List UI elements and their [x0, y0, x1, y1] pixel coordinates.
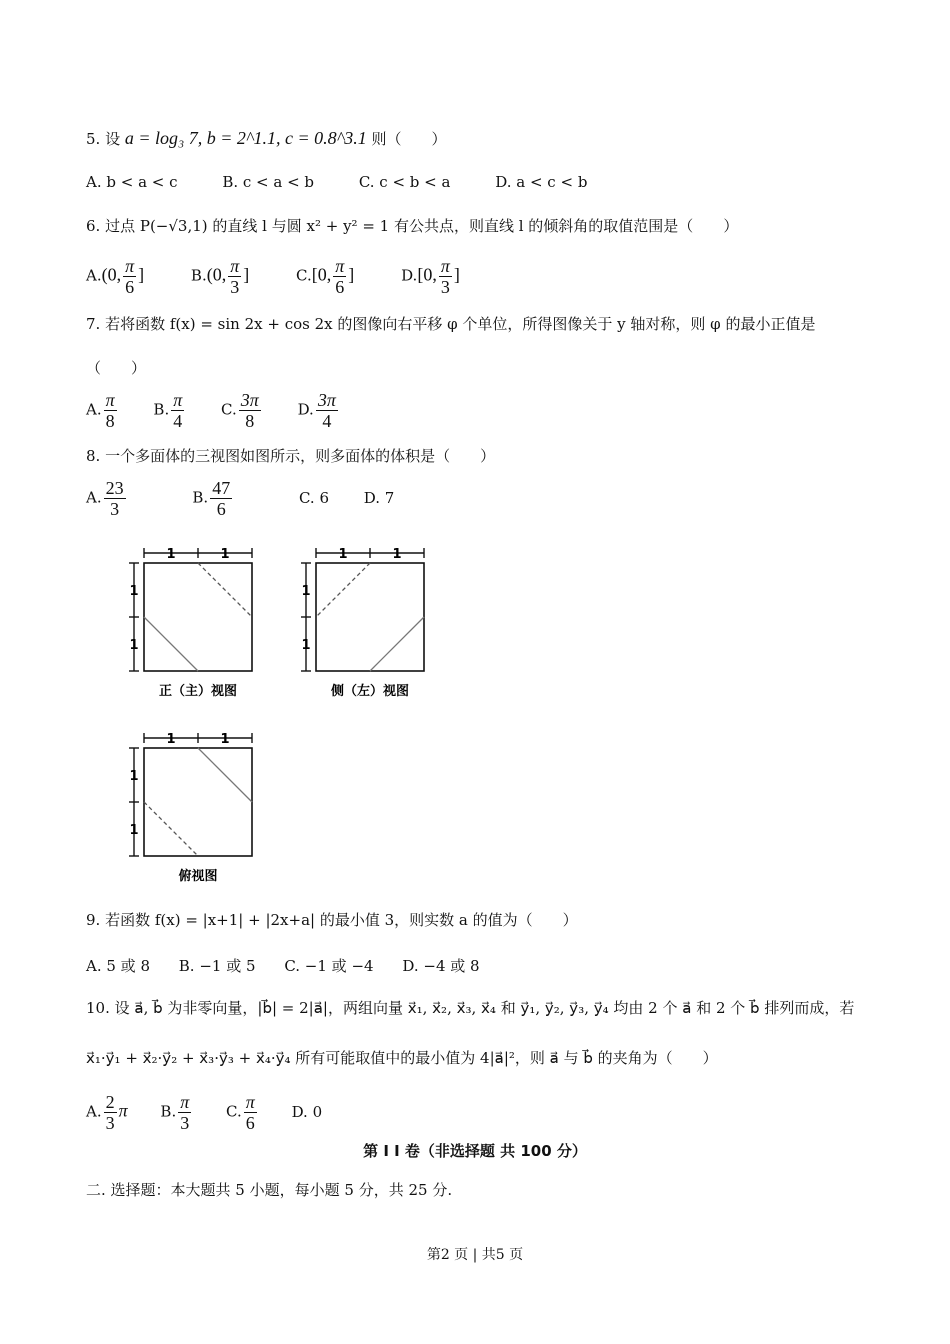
q7-c-label: C. [221, 400, 237, 419]
q8-option-b [192, 478, 234, 519]
q7-options [86, 390, 380, 431]
q10-a-tail: π [118, 1100, 128, 1121]
q7-text: 7. 若将函数 f(x) = sin 2x + cos 2x 的图像向右平移 φ 个单位，所得图像关于 y 轴对称，则 φ 的最小正值是 [86, 315, 816, 333]
q7-paren [86, 356, 146, 380]
side-dim-top-1: 1 [338, 547, 348, 562]
front-view-drawing [128, 545, 268, 705]
q9-option-a: A. 5 或 8 [86, 957, 150, 975]
q7-d-label: D. [297, 400, 314, 419]
q8-option-d: D. 7 [363, 488, 395, 507]
q6-d-label: D. [401, 266, 418, 285]
side-dim-left-2: 1 [301, 638, 311, 653]
q10-c-num: π [245, 1092, 255, 1112]
q10-a-frac [104, 1092, 117, 1133]
q7-a-den: 8 [105, 411, 115, 431]
q8-option-a [86, 478, 128, 519]
q7-a-num: π [105, 390, 115, 410]
q7-d-den: 4 [322, 411, 332, 431]
q10-c-den: 6 [245, 1113, 255, 1133]
q7-c-frac [239, 390, 261, 431]
q7-b-num: π [173, 390, 183, 410]
q10-b-label: B. [160, 1102, 177, 1121]
page-footer: 第2 页 | 共5 页 [426, 1247, 524, 1263]
q8-a-label: A. [86, 488, 102, 507]
q6-b-den: 3 [230, 277, 240, 297]
q6-a-den: 6 [125, 277, 135, 297]
q5-suffix: 则（ ） [371, 130, 447, 148]
question-6 [86, 214, 738, 238]
q9-option-c: C. −1 或 −4 [284, 957, 374, 975]
q8-option-c: C. 6 [298, 488, 329, 507]
top-view-caption: 俯视图 [178, 869, 218, 884]
q8-a-den: 3 [110, 499, 120, 519]
q6-d-frac [439, 256, 452, 297]
q7-option-c [221, 390, 263, 431]
q8-text: 8. 一个多面体的三视图如图所示，则多面体的体积是（ ） [86, 447, 496, 465]
q6-d-den: 3 [440, 277, 450, 297]
q10-c-frac [244, 1092, 257, 1133]
question-5 [86, 126, 447, 151]
section-2-heading [86, 1178, 452, 1202]
q7-option-a [86, 390, 119, 431]
q7-d-frac [316, 390, 338, 431]
q9-option-d: D. −4 或 8 [402, 957, 480, 975]
q7-paren-text: （ ） [86, 359, 147, 377]
q8-b-frac [210, 478, 232, 519]
q7-option-b [153, 390, 186, 431]
q6-c-num: π [335, 256, 345, 276]
q7-b-den: 4 [173, 411, 183, 431]
q8-options [86, 478, 434, 519]
q6-option-c [296, 256, 354, 297]
q7-a-frac [104, 390, 117, 431]
front-view-caption: 正（主）视图 [158, 684, 238, 699]
question-9 [86, 908, 578, 932]
q5-option-d: D. a < c < b [495, 173, 588, 191]
side-view-caption: 侧（左）视图 [330, 684, 410, 699]
q6-b-open: (0, [206, 264, 227, 285]
q6-a-label: A. [86, 266, 102, 285]
q7-a-label: A. [86, 400, 102, 419]
q5-option-c: C. c < b < a [358, 173, 451, 191]
q10-b-num: π [180, 1092, 190, 1112]
q8-b-label: B. [192, 488, 209, 507]
q10-option-b [160, 1092, 193, 1133]
q6-d-close: ] [453, 264, 460, 285]
side-dim-top-2: 1 [392, 547, 402, 562]
q10-b-frac [178, 1092, 191, 1133]
q6-text: 6. 过点 P(−√3,1) 的直线 l 与圆 x² + y² = 1 有公共点，则直线 l 的倾斜角的取值范围是（ ） [86, 217, 739, 235]
q6-c-label: C. [296, 266, 312, 285]
front-dim-left-1: 1 [129, 584, 139, 599]
q8-a-num: 23 [105, 478, 124, 498]
q6-options [86, 256, 500, 297]
q6-a-open: (0, [101, 264, 122, 285]
q9-text: 9. 若函数 f(x) = |x+1| + |2x+a| 的最小值 3，则实数 a 的值为（ ） [86, 911, 578, 929]
q10-a-label: A. [86, 1102, 102, 1121]
q10-b-den: 3 [180, 1113, 190, 1133]
top-dim-top-1: 1 [166, 732, 176, 747]
q6-option-a [86, 256, 144, 297]
q6-option-d [401, 256, 460, 297]
q10-line1: 10. 设 a⃗, b⃗ 为非零向量，|b⃗| = 2|a⃗|，两组向量 x⃗₁, x⃗₂, x⃗₃, x⃗₄ 和 y⃗₁, y⃗₂, y⃗₃, y⃗₄ 均由 2 个 a⃗ 和 2 个 b⃗ 排列而成，若 [86, 999, 855, 1017]
q6-c-close: ] [348, 264, 355, 285]
q6-b-close: ] [243, 264, 250, 285]
q8-b-num: 47 [212, 478, 231, 498]
top-dim-top-2: 1 [220, 732, 230, 747]
q6-d-open: [0, [417, 264, 437, 285]
front-dim-top-2: 1 [220, 547, 230, 562]
q10-option-d: D. 0 [291, 1102, 323, 1121]
q5-expression: a = log₃ 7, b = 2^1.1, c = 0.8^3.1 [124, 128, 367, 148]
top-dim-left-2: 1 [129, 823, 139, 838]
q9-option-b: B. −1 或 5 [178, 957, 256, 975]
q6-b-frac [228, 256, 241, 297]
question-10-line-1 [86, 996, 854, 1020]
q6-b-num: π [230, 256, 240, 276]
q6-b-label: B. [190, 266, 207, 285]
q10-a-den: 3 [105, 1113, 115, 1133]
q7-c-den: 8 [245, 411, 255, 431]
q8-b-den: 6 [216, 499, 226, 519]
q6-c-den: 6 [335, 277, 345, 297]
q10-c-label: C. [226, 1102, 242, 1121]
q6-a-close: ] [138, 264, 145, 285]
top-view-figure [128, 730, 268, 890]
q7-d-num: 3π [317, 390, 336, 410]
q6-c-open: [0, [311, 264, 332, 285]
question-10-line-2 [86, 1046, 718, 1070]
q10-a-num: 2 [105, 1092, 115, 1112]
q6-a-num: π [125, 256, 135, 276]
q8-a-frac [104, 478, 126, 519]
q5-text: 5. 设 [86, 130, 121, 148]
front-dim-top-1: 1 [166, 547, 176, 562]
q6-option-b [191, 256, 249, 297]
front-view-figure [128, 545, 268, 705]
q5-option-a: A. b < a < c [86, 173, 178, 191]
q10-option-c [226, 1092, 259, 1133]
q6-a-frac [123, 256, 136, 297]
q6-d-num: π [440, 256, 450, 276]
question-8 [86, 444, 495, 468]
q10-option-a [86, 1092, 128, 1133]
q5-options [86, 170, 627, 194]
side-view-figure [300, 545, 440, 705]
side-dim-left-1: 1 [301, 584, 311, 599]
top-view-drawing [128, 730, 268, 890]
q6-c-frac [333, 256, 346, 297]
q5-option-b: B. c < a < b [222, 173, 315, 191]
front-dim-left-2: 1 [129, 638, 139, 653]
q7-b-frac [171, 390, 184, 431]
q7-option-d [298, 390, 340, 431]
section-2-text: 二. 选择题：本大题共 5 小题，每小题 5 分，共 25 分. [86, 1181, 453, 1199]
top-dim-left-1: 1 [129, 769, 139, 784]
q7-b-label: B. [153, 400, 170, 419]
q7-c-num: 3π [240, 390, 259, 410]
q10-options [86, 1092, 362, 1133]
side-view-drawing [300, 545, 440, 705]
q9-options [86, 954, 520, 978]
q10-line2: x⃗₁·y⃗₁ + x⃗₂·y⃗₂ + x⃗₃·y⃗₃ + x⃗₄·y⃗₄ 所有可能取值中的最小值为 4|a⃗|²，则 a⃗ 与 b⃗ 的夹角为（ ） [86, 1049, 718, 1067]
section-title: 第 I I 卷（非选择题 共 100 分） [363, 1142, 587, 1160]
question-7 [86, 312, 815, 336]
